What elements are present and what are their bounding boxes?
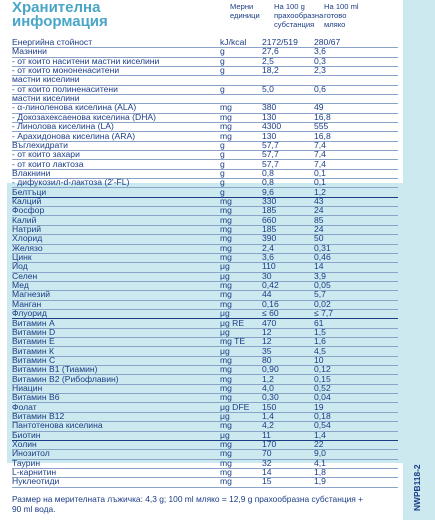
nutrient-unit: mg (220, 289, 232, 300)
nutrient-unit: g (220, 149, 225, 160)
nutrient-unit: mg (220, 448, 232, 459)
value-per-100g: 0,90 (262, 364, 279, 375)
value-per-100ml: 0,18 (314, 411, 331, 421)
value-per-100g: 150 (262, 401, 277, 412)
value-per-100ml: 4,1 (314, 457, 326, 468)
value-per-100g: ≤ 60 (262, 308, 279, 319)
nutrient-name: - от които захари (12, 150, 80, 160)
nutrient-unit: mg TE (220, 336, 246, 347)
nutrient-unit: μg (220, 308, 230, 319)
nutrient-name: Витамин В6 (12, 393, 60, 403)
value-per-100g: 2,4 (262, 242, 274, 253)
product-code: NWPB118-2 (412, 464, 422, 512)
value-per-100g: 5,0 (262, 83, 274, 94)
nutrient-name: - Докозахексаенова киселина (DHA) (12, 112, 157, 122)
nutrient-unit: mg (220, 476, 232, 487)
value-per-100ml: 49 (314, 102, 324, 113)
nutrient-name: Витамин К (12, 346, 54, 356)
value-per-100ml: 24 (314, 205, 324, 216)
nutrient-unit: g (220, 46, 225, 57)
table-header (10, 0, 400, 34)
value-per-100ml: 0,15 (314, 373, 331, 384)
value-per-100g: 0,8 (262, 167, 274, 178)
value-per-100g: 18,2 (262, 65, 279, 76)
value-per-100g: 44 (262, 289, 272, 300)
nutrient-unit: mg (220, 354, 232, 365)
nutrient-unit: g (220, 139, 225, 150)
nutrient-unit: mg (220, 195, 232, 206)
nutrient-unit: mg (220, 373, 232, 384)
value-per-100ml: 16,8 (314, 130, 331, 141)
column-header-per-100ml: На 100 ml готово мляко (324, 2, 359, 29)
nutrient-name: Инозитол (12, 449, 50, 459)
value-per-100g: 170 (262, 439, 277, 450)
value-per-100ml: 0,31 (314, 242, 331, 253)
value-per-100g: 110 (262, 261, 276, 272)
value-per-100ml: 0,54 (314, 420, 331, 431)
nutrient-name: - от които наситени мастни киселини (12, 56, 160, 66)
value-per-100ml: 7,4 (314, 158, 326, 169)
nutrient-name: мастни киселини (12, 75, 80, 85)
value-per-100ml: 1,5 (314, 326, 326, 337)
value-per-100ml: 50 (314, 233, 324, 244)
value-per-100g: 390 (262, 233, 277, 244)
value-per-100ml: 2,3 (314, 65, 326, 76)
nutrient-unit: mg (220, 214, 232, 225)
value-per-100ml: 7,4 (314, 139, 326, 150)
nutrient-unit: μg (220, 326, 230, 337)
value-per-100ml: 24 (314, 224, 324, 234)
value-per-100ml: 14 (314, 261, 324, 272)
nutrient-name: Витамин Е (12, 337, 55, 347)
value-per-100g: 32 (262, 457, 272, 468)
nutrient-unit: g (220, 83, 225, 94)
nutrient-unit: mg (220, 224, 232, 234)
nutrient-unit: g (220, 177, 225, 188)
nutrient-unit: mg (220, 205, 232, 216)
column-header-units: Мерни единици (230, 2, 260, 20)
value-per-100ml: 0,12 (314, 364, 331, 375)
nutrient-name: Въглехидрати (12, 140, 68, 150)
nutrient-name: Манган (12, 299, 42, 309)
value-per-100ml: 1,4 (314, 429, 326, 440)
nutrient-name: Енергийна стойност (12, 38, 93, 47)
value-per-100g: 660 (262, 214, 277, 225)
nutrient-unit: μg (220, 345, 230, 356)
value-per-100g: 27,6 (262, 46, 279, 57)
nutrient-unit: g (220, 186, 225, 197)
nutrient-name: Фосфор (12, 206, 45, 216)
nutrient-unit: mg (220, 420, 232, 431)
nutrient-unit: kJ/kcal (220, 37, 247, 47)
nutrient-name: Витамин В2 (Рибофлавин) (12, 374, 119, 384)
value-per-100ml: 7,4 (314, 149, 326, 160)
panel-title (12, 1, 108, 29)
value-per-100ml: 555 (314, 121, 329, 132)
value-per-100g: 12 (262, 326, 272, 337)
value-per-100g: 4300 (262, 121, 282, 132)
nutrient-name: Ниацин (12, 383, 43, 393)
nutrient-name: - дифукозил-d-лактоза (2'-FL) (12, 178, 130, 188)
value-per-100ml: 4,5 (314, 345, 326, 356)
nutrient-name: мастни киселини (12, 94, 80, 104)
value-per-100ml: 16,8 (314, 111, 331, 122)
value-per-100g: 3,6 (262, 252, 274, 263)
nutrient-unit: μg (220, 429, 230, 440)
value-per-100g: 57,7 (262, 149, 279, 160)
nutrient-name: - Арахидонова киселина (ARA) (12, 131, 136, 141)
value-per-100ml: 0,05 (314, 280, 331, 291)
value-per-100g: 130 (262, 111, 277, 122)
value-per-100ml: 0,1 (314, 177, 326, 188)
value-per-100ml: 3,6 (314, 46, 326, 57)
nutrient-unit: mg (220, 298, 232, 309)
nutrient-name: Цинк (12, 253, 32, 263)
nutrient-unit: g (220, 167, 225, 178)
value-per-100ml: 22 (314, 439, 324, 450)
nutrient-name: Влакнини (12, 168, 51, 178)
nutrient-unit: μg DFE (220, 401, 250, 412)
value-per-100g: 4,0 (262, 382, 274, 393)
value-per-100g: 1,2 (262, 373, 274, 384)
value-per-100ml: 0,6 (314, 83, 326, 94)
value-per-100g: 80 (262, 354, 272, 365)
value-per-100g: 0,42 (262, 280, 279, 291)
value-per-100ml: 61 (314, 317, 324, 328)
nutrient-name: Мазнини (12, 47, 47, 57)
nutrient-unit: mg (220, 392, 232, 403)
value-per-100g: 185 (262, 224, 277, 234)
value-per-100g: 2172/519 (262, 37, 298, 47)
nutrient-name: Мед (12, 281, 29, 291)
nutrient-name: Йод (12, 262, 28, 272)
value-per-100ml: 0,04 (314, 392, 331, 403)
nutrient-name: Нуклеотиди (12, 477, 60, 487)
nutrient-unit: mg (220, 252, 232, 263)
nutrient-name: Витамин D (12, 327, 56, 337)
value-per-100ml: 1,8 (314, 467, 326, 478)
value-per-100g: 57,7 (262, 139, 279, 150)
value-per-100ml: ≤ 7,7 (314, 308, 334, 319)
nutrient-unit: mg (220, 102, 232, 113)
nutrient-name: Хлорид (12, 234, 43, 244)
nutrient-unit: mg (220, 382, 232, 393)
nutrient-name: Натрий (12, 225, 42, 234)
value-per-100g: 0,16 (262, 298, 279, 309)
nutrient-name: Белтъци (12, 187, 47, 197)
value-per-100ml: 1,9 (314, 476, 326, 487)
value-per-100g: 9,6 (262, 186, 274, 197)
nutrient-unit: mg (220, 439, 232, 450)
nutrient-name: Холин (12, 440, 37, 450)
nutrient-name: Витамин В12 (12, 412, 65, 421)
value-per-100ml: 5,7 (314, 289, 326, 300)
value-per-100ml: 0,52 (314, 382, 331, 393)
value-per-100ml: 19 (314, 401, 324, 412)
nutrient-name: Витамин А (12, 318, 55, 328)
value-per-100g: 470 (262, 317, 277, 328)
value-per-100g: 2,5 (262, 55, 274, 66)
value-per-100ml: 0,3 (314, 55, 326, 66)
nutrient-name: - от които полиненаситени (12, 84, 118, 94)
nutrient-unit: mg (220, 111, 232, 122)
value-per-100g: 70 (262, 448, 272, 459)
nutrient-name: Магнезий (12, 290, 51, 300)
value-per-100g: 380 (262, 102, 277, 113)
value-per-100ml: 0,46 (314, 252, 331, 263)
nutrient-name: Пантотенова киселина (12, 421, 103, 431)
value-per-100g: 30 (262, 270, 272, 281)
nutrient-name: Фолат (12, 402, 37, 412)
title-line-1: Хранителна (12, 0, 101, 16)
value-per-100g: 15 (262, 476, 272, 487)
title-line-2: информация (12, 13, 108, 30)
nutrient-name: Витамин В1 (Тиамин) (12, 365, 98, 375)
nutrient-unit: mg (220, 457, 232, 468)
nutrient-name: - Линолова киселина (LA) (12, 122, 114, 132)
nutrient-name: Калций (12, 196, 42, 206)
nutrient-name: Биотин (12, 430, 41, 440)
right-shadow-band (403, 0, 435, 520)
value-per-100ml: 0,02 (314, 298, 331, 309)
value-per-100g: 11 (262, 429, 271, 440)
nutrient-unit: g (220, 65, 225, 76)
value-per-100ml: 10 (314, 354, 324, 365)
value-per-100ml: 9,0 (314, 448, 326, 459)
value-per-100g: 130 (262, 130, 277, 141)
value-per-100g: 14 (262, 467, 272, 478)
nutrient-name: Таурин (12, 458, 41, 468)
value-per-100g: 185 (262, 205, 277, 216)
value-per-100g: 0,30 (262, 392, 279, 403)
value-per-100ml: 3,9 (314, 270, 326, 281)
value-per-100g: 1,4 (262, 411, 274, 421)
value-per-100g: 330 (262, 195, 277, 206)
value-per-100g: 4,2 (262, 420, 274, 431)
nutrient-unit: g (220, 158, 225, 169)
value-per-100ml: 43 (314, 195, 324, 206)
nutrient-unit: mg (220, 121, 232, 132)
nutrient-unit: mg (220, 130, 232, 141)
nutrient-unit: μg (220, 270, 230, 281)
value-per-100g: 57,7 (262, 158, 279, 169)
nutrient-name: Витамин С (12, 355, 56, 365)
value-per-100ml: 85 (314, 214, 324, 225)
value-per-100ml: 0,1 (314, 167, 326, 178)
value-per-100g: 0,8 (262, 177, 274, 188)
nutrient-name: Флуорид (12, 309, 47, 319)
nutrient-unit: g (220, 55, 225, 66)
nutrient-unit: μg RE (220, 317, 245, 328)
nutrient-unit: mg (220, 242, 232, 253)
footnote: Размер на мерителната лъжичка: 4,3 g; 100 ml мляко = 12,9 g прахообразна субстанция + 90 ml вода. (12, 494, 364, 514)
nutrient-unit: μg (220, 261, 230, 272)
value-per-100g: 35 (262, 345, 272, 356)
nutrient-name: L-карнитин (12, 468, 57, 478)
nutrient-name: Калий (12, 215, 37, 225)
nutrient-unit: mg (220, 233, 232, 244)
nutrient-unit: mg (220, 467, 232, 478)
nutrient-unit: mg (220, 364, 232, 375)
nutrient-name: - от които лактоза (12, 159, 84, 169)
column-header-per-100g: На 100 g прахообразна субстанция (274, 2, 324, 29)
nutrient-name: - α-линоленова киселина (ALA) (12, 103, 137, 113)
nutrient-name: - от които мононенаситени (12, 66, 120, 76)
table-row (12, 477, 398, 487)
nutrient-unit: mg (220, 280, 232, 291)
nutrient-name: Желязо (12, 243, 43, 253)
value-per-100ml: 1,2 (314, 186, 326, 197)
value-per-100ml: 280/67 (314, 37, 341, 47)
nutrient-name: Селен (12, 271, 38, 281)
value-per-100g: 12 (262, 336, 272, 347)
nutrient-unit: μg (220, 411, 230, 421)
value-per-100ml: 1,6 (314, 336, 326, 347)
